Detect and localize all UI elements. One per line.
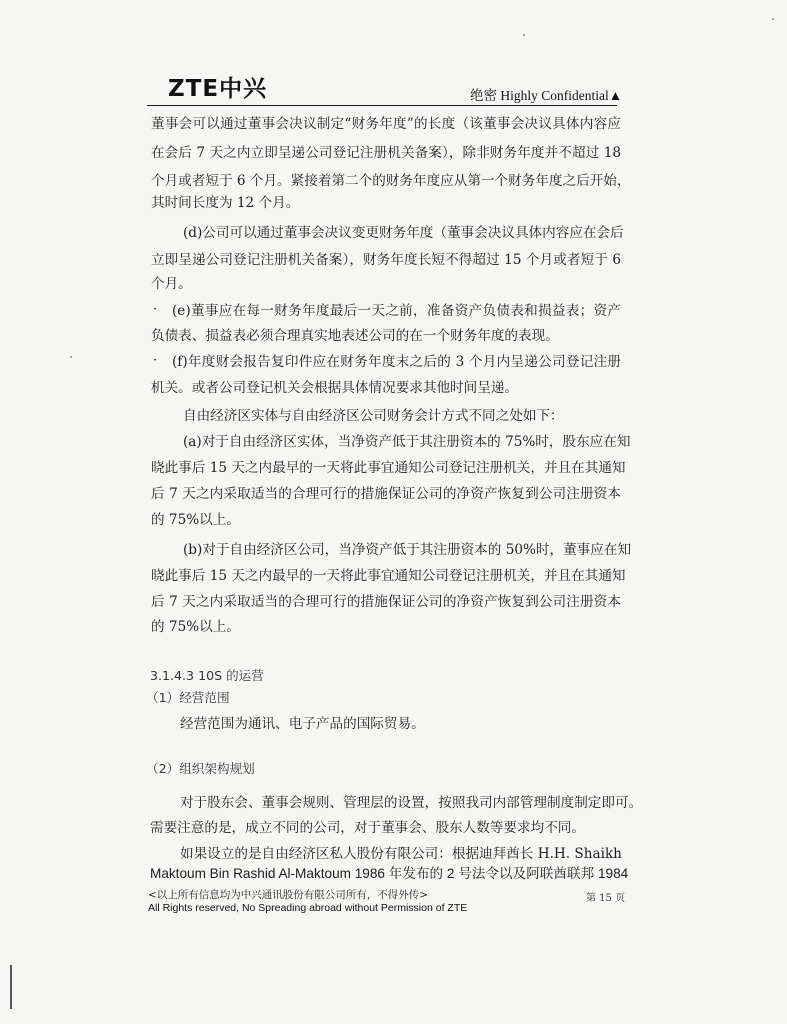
para-line: 董事会可以通过董事会决议制定“财务年度”的长度（该董事会决议具体内容应 [151,116,621,132]
para-line: 晓此事后 15 天之内最早的一天将此事宜通知公司登记注册机关，并且在其通知 [151,568,626,584]
para-line: 的 75%以上。 [151,619,240,635]
para-line: 后 7 天之内采取适当的合理可行的措施保证公司的净资产恢复到公司注册资本 [151,594,621,610]
para-line: 如果设立的是自由经济区私人股份有限公司：根据迪拜酋长 H.H. Shaikh [180,846,622,862]
para-line: 机关。或者公司登记机关会根据具体情况要求其他时间呈递。 [151,380,519,396]
para-line: 对于股东会、董事会规则、管理层的设置，按照我司内部管理制度制定即可。 [180,795,643,811]
para-line: (e)董事应在每一财务年度最后一天之前，准备资产负债表和损益表；资产 [172,303,621,319]
para-line: (b)对于自由经济区公司，当净资产低于其注册资本的 50%时，董事应在知 [183,542,632,558]
para-line: 自由经济区实体与自由经济区公司财务会计方式不同之处如下： [183,408,564,424]
scan-speck [70,356,72,358]
para-line: 后 7 天之内采取适当的合理可行的措施保证公司的净资产恢复到公司注册资本 [151,486,621,502]
para-line: Maktoum Bin Rashid Al-Maktoum 1986 年发布的 2 号法令以及阿联酋联邦 1984 [150,866,629,881]
para-line: 负债表、损益表必须合理真实地表述公司的在一个财务年度的表现。 [151,328,559,344]
copyright-line: All Rights reserved, No Spreading abroad without Permission of ZTE [148,902,468,914]
para-line: (a)对于自由经济区实体，当净资产低于其注册资本的 75%时，股东应在知 [183,434,631,450]
scan-speck [523,34,525,36]
para-line: 需要注意的是，成立不同的公司，对于董事会、股东人数等要求均不同。 [150,820,585,836]
zte-logo: ZTE中兴 [168,76,268,102]
para-line: (d)公司可以通过董事会决议变更财务年度（董事会决议具体内容应在会后 [183,225,624,241]
subsection-heading: （1）经营范围 [146,690,230,705]
page-number: 第 15 页 [586,893,626,904]
para-line: 其时间长度为 12 个月。 [151,195,300,211]
para-line: 个月或者短于 6 个月。紧接着第二个的财务年度应从第一个财务年度之后开始， [151,173,631,189]
para-line: 晓此事后 15 天之内最早的一天将此事宜通知公司登记注册机关，并且在其通知 [151,460,626,476]
section-heading: 3.1.4.3 10S 的运营 [150,668,264,683]
para-line: 个月。 [151,276,192,292]
footer-note: <以上所有信息均为中兴通讯股份有限公司所有，不得外传> [148,889,429,901]
para-line: 在会后 7 天之内立即呈递公司登记注册机关备案），除非财务年度并不超过 18 [151,145,621,161]
para-line: 立即呈递公司登记注册机关备案），财务年度长短不得超过 15 个月或者短于 6 [151,252,621,268]
bullet-mark: · [153,302,158,317]
para-line: 经营范围为通讯、电子产品的国际贸易。 [180,716,425,732]
confidential-label: 绝密 Highly Confidential▲ [470,88,623,103]
scan-speck [772,18,774,20]
bullet-mark: · [153,353,158,368]
para-line: 的 75%以上。 [151,512,240,528]
subsection-heading: （2）组织架构规划 [146,761,255,776]
para-line: (f)年度财会报告复印件应在财务年度末之后的 3 个月内呈递公司登记注册 [172,354,621,370]
header-rule [147,105,617,106]
scan-mark [10,965,12,1009]
